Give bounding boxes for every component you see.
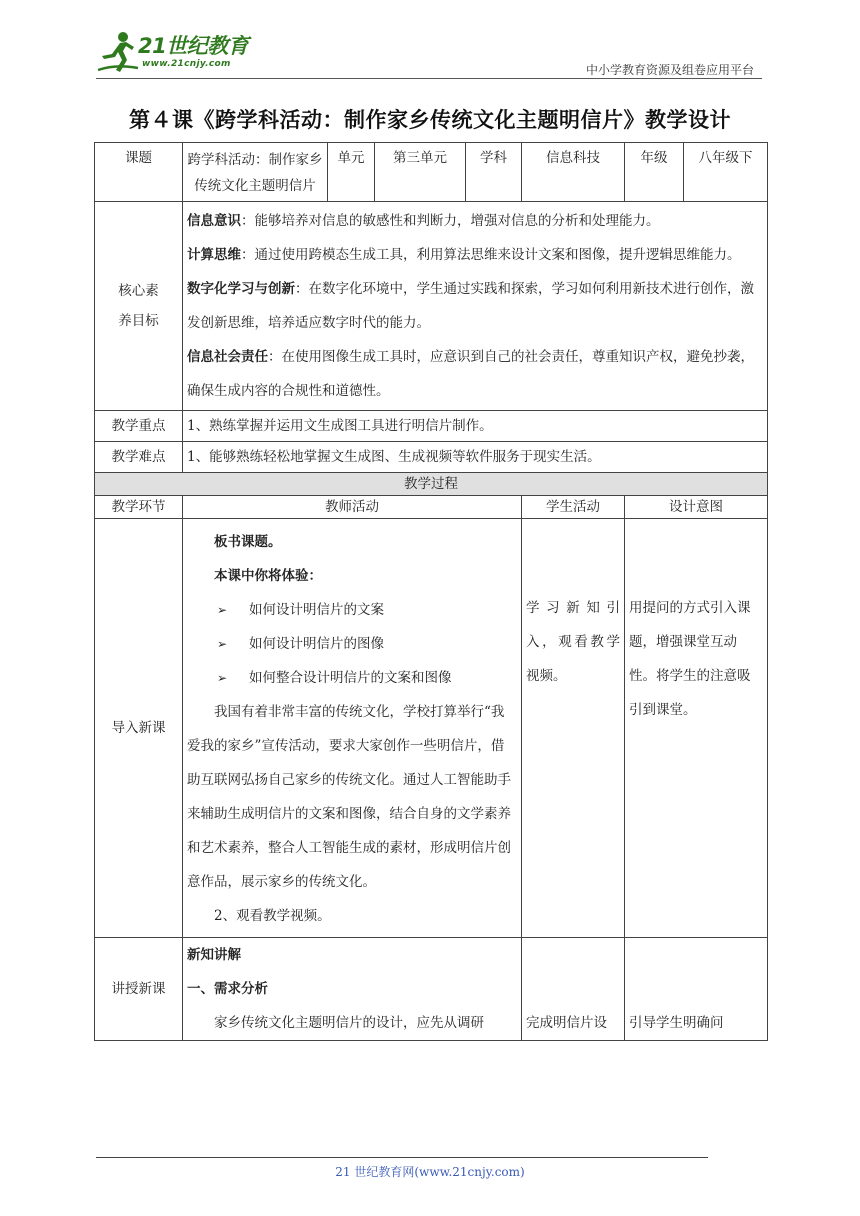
core-item: [187, 238, 763, 272]
logo-url: www.21cnjy.com: [142, 59, 231, 69]
intro-bullet: [187, 627, 517, 661]
page-header: [0, 0, 860, 82]
core-item-key: 数字化学习与创新: [187, 281, 295, 297]
topic-value: 跨学科活动：制作家乡传统文化主题明信片: [183, 143, 328, 202]
core-label-line1: 核心素: [118, 283, 159, 299]
process-title-row: [95, 473, 768, 496]
intro-step1-text: 板书课题。: [214, 534, 282, 550]
column-intent: 设计意图: [625, 496, 768, 519]
intro-bullet: [187, 593, 517, 627]
column-stage: 教学环节: [95, 496, 183, 519]
intro-bullet-text: 如何设计明信片的图像: [249, 636, 384, 652]
core-item-text: ：能够培养对信息的敏感性和判断力，增强对信息的分析和处理能力。: [241, 213, 660, 229]
arrow-bullet-icon: ➢: [217, 671, 228, 685]
site-logo: [96, 30, 266, 76]
intro-row: [95, 519, 768, 938]
difficulty-label: 教学难点: [95, 442, 183, 473]
grade-label: 年级: [625, 143, 684, 202]
intro-paragraph: 我国有着非常丰富的传统文化，学校打算举行“我爱我的家乡”宣传活动，要求大家创作一些明信片，借助互联网弘扬自己家乡的传统文化。通过人工智能助手来辅助生成明信片的文案和图像，结合自身的文学素养和艺术素养，整合人工智能生成的素材，形成明信片创意作品，展示家乡的传统文化。: [187, 704, 511, 890]
core-item-key: 计算思维: [187, 247, 241, 263]
core-item: [187, 272, 763, 340]
core-literacy-label: [95, 202, 183, 411]
difficulty-row: [95, 442, 768, 473]
subject-value: 信息科技: [522, 143, 625, 202]
core-item-key: 信息社会责任: [187, 349, 268, 365]
core-literacy-content: [183, 202, 768, 411]
header-divider: [96, 78, 762, 79]
intro-student-activity: [522, 519, 625, 938]
teach-subheading-text: 一、需求分析: [187, 981, 268, 997]
key-point-row: [95, 411, 768, 442]
intro-bullet-text: 如何设计明信片的文案: [249, 602, 384, 618]
lesson-plan-table: [94, 142, 768, 1041]
footer-divider: [96, 1157, 708, 1158]
intro-teacher-activity: [183, 519, 522, 938]
arrow-bullet-icon: ➢: [217, 637, 228, 651]
core-item-text: ：通过使用跨模态生成工具，利用算法思维来设计文案和图像，提升逻辑思维能力。: [241, 247, 741, 263]
intro-experience-text: 本课中你将体验：: [214, 568, 322, 584]
teach-heading: [187, 938, 517, 972]
core-item-text: ：在使用图像生成工具时，应意识到自己的社会责任，尊重知识产权，避免抄袭，确保生成内容的合规性和道德性。: [187, 349, 754, 399]
document-title: 第４课《跨学科活动：制作家乡传统文化主题明信片》教学设计: [129, 107, 731, 132]
arrow-bullet-icon: ➢: [217, 603, 228, 617]
teach-row: [95, 938, 768, 1041]
intro-bullet: [187, 661, 517, 695]
grade-value: 八年级下: [684, 143, 768, 202]
teach-student-text: 完成明信片设: [526, 1015, 607, 1031]
process-column-headers: [95, 496, 768, 519]
teach-subheading: [187, 972, 517, 1006]
runner-icon: [96, 30, 140, 76]
teach-design-intent: [625, 938, 768, 1041]
column-teacher: 教师活动: [183, 496, 522, 519]
logo-text: 21世纪教育: [138, 34, 249, 58]
teach-heading-text: 新知讲解: [187, 947, 241, 963]
core-item-key: 信息意识: [187, 213, 241, 229]
key-point-text: 1、熟练掌握并运用文生成图工具进行明信片制作。: [183, 411, 768, 442]
difficulty-text: 1、能够熟练轻松地掌握文生成图、生成视频等软件服务于现实生活。: [183, 442, 768, 473]
core-item-text: ：在数字化环境中，学生通过实践和探索，学习如何利用新技术进行创作，激发创新思维，培养适应数字时代的能力。: [187, 281, 754, 331]
process-title: 教学过程: [95, 473, 768, 496]
unit-value: 第三单元: [375, 143, 466, 202]
teach-student-activity: [522, 938, 625, 1041]
teach-paragraph: 家乡传统文化主题明信片的设计，应先从调研: [214, 1015, 484, 1031]
core-label-line2: 养目标: [118, 313, 159, 329]
footer-text: 21 世纪教育网(www.21cnjy.com): [335, 1165, 525, 1179]
teach-intent-text: 引导学生明确问: [629, 1015, 724, 1031]
subject-label: 学科: [466, 143, 522, 202]
intro-student-text: 学习新知引入，观看教学视频。: [526, 600, 620, 684]
intro-stage: 导入新课: [95, 519, 183, 938]
core-item: [187, 340, 763, 408]
intro-design-intent: [625, 519, 768, 938]
intro-intent-text: 用提问的方式引入课题，增强课堂互动性。将学生的注意吸引到课堂。: [629, 600, 751, 718]
intro-experience: [187, 559, 517, 593]
core-item: [187, 204, 763, 238]
teach-teacher-activity: [183, 938, 522, 1041]
info-row: [95, 143, 768, 202]
intro-step1: [187, 525, 517, 559]
key-point-label: 教学重点: [95, 411, 183, 442]
intro-step2: 2、观看教学视频。: [214, 908, 331, 924]
core-literacy-row: [95, 202, 768, 411]
unit-label: 单元: [328, 143, 375, 202]
intro-bullet-text: 如何整合设计明信片的文案和图像: [249, 670, 452, 686]
topic-label: 课题: [95, 143, 183, 202]
platform-name: 中小学教育资源及组卷应用平台: [585, 63, 754, 77]
column-student: 学生活动: [522, 496, 625, 519]
teach-stage: 讲授新课: [95, 938, 183, 1041]
